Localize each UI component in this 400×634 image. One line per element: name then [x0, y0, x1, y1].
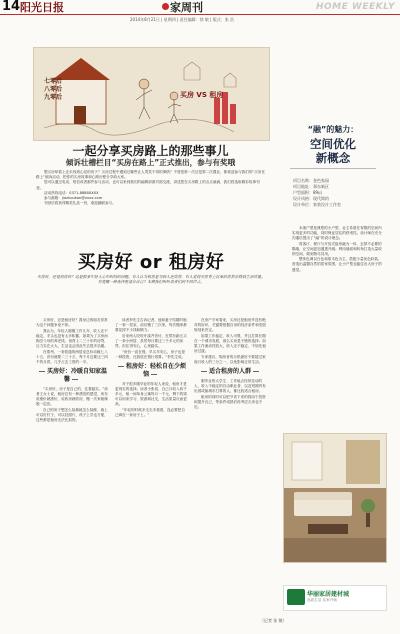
info-line: 设计风格：现代简约 — [293, 196, 329, 201]
column-paragraph: 租房的同时可以把节省下来的钱用于投资和提升自己，等条件成熟后再考虑买房也不迟。 — [194, 395, 266, 409]
house-illustration — [34, 48, 269, 140]
hero-caption: 买房 VS 租房 — [180, 91, 224, 99]
info-line: 项目名称：金色家园 — [293, 178, 329, 183]
page-number: 14 — [2, 0, 21, 14]
article-column-3 — [194, 318, 266, 618]
section-title: 家周刊 — [170, 1, 203, 14]
column-paragraph: 专家建议，购房者的月供最好不要超过家庭月收入的三分之一，以免影响正常生活。 — [194, 355, 266, 364]
column-paragraph: “年轻的时候多走走多看看，没必要把自己绑在一套房子上。” — [115, 408, 185, 417]
column-paragraph: 后来两人咬咬牙凑齐首付，在郑东新区买了一套小两居，虽然每月要还三千多元的房贷，但住得安心，心里踏实。 — [115, 334, 187, 348]
article-subheadline: 倾诉壮槽栏目“买房在路上”正式推出，参与有奖哦 — [65, 158, 236, 167]
reporter-credit: （记者 张 敏） — [260, 618, 287, 623]
sidebar-paragraph: 整体色调以白色和原木色为主，搭配少量灰色软装，营造出温馨自然的居家氛围，让小户型也能住出大房子的感觉。 — [292, 257, 382, 272]
living-room-photo — [284, 434, 386, 562]
sidebar-paragraph: 本案户型是典型的小户型，业主希望在有限的空间内实现更多的功能，同时保证居住的舒适性。设计师在充分沟通后提出了“融”的设计理念。 — [292, 226, 382, 241]
article-headline: 一起分享买房路上的那些事儿 — [72, 144, 229, 158]
brand-logo-icon — [287, 589, 305, 605]
hero-tags — [44, 78, 62, 102]
article-column-1 — [36, 318, 108, 618]
weekly-label: HOME WEEKLY — [316, 2, 395, 12]
column-paragraph: “房价一直在涨，早买早安心，房子也是一种投资，比钱放在银行划算。”李先生说。 — [115, 350, 186, 359]
column-paragraph: 对于很多刚毕业的年轻人来说，租房才是更现实的选择。读者小张说，自己月收入四千多元，租一间单身公寓每月一千元，剩下的钱可以用来学习、旅游和社交，生活质量反而更高。 — [115, 382, 187, 406]
subsection-heading: 适合租房的人群 — [194, 368, 266, 376]
article-column-2 — [115, 318, 187, 618]
house-icon — [162, 3, 169, 10]
column-paragraph: 读者李先生告诉记者，他和妻子结婚时租了一套一居室，前后搬了三次家，每次搬家都要花掉不少钱和精力。 — [115, 318, 187, 332]
newspaper-name: 阳光日报 — [20, 1, 64, 14]
hero-tag: 九零后 — [44, 94, 63, 101]
hero-tag: 七零后 — [44, 78, 63, 85]
article-intro — [36, 170, 266, 206]
intro-paragraph: 活动热线电话：0371-8888XXXX — [44, 190, 99, 195]
feature-title: 买房好 or 租房好 — [77, 252, 225, 273]
intro-paragraph: 刊登后将获得精美礼品一份，欢迎踊跃参与。 — [44, 201, 116, 206]
intro-paragraph: 想买房却看上还未找到心仪的房子？买房过程中遇到过哪些让人哭笑不得的事情？不管是第一次还是第二次置业，都欢迎参与我们的“买房在路上”倾诉活动，把你的买房故事和心路历程分享给大家。 — [36, 170, 266, 180]
info-line: 户型面积：89㎡ — [293, 190, 323, 195]
column-paragraph: 在郑州，一套普通的两居室总价动辄七八十万，首付就要二三十万，每个月还要还三四千的月供，几乎占去工资的一半。 — [36, 350, 108, 364]
ad-brand-name: 华丽家居建材城 — [307, 591, 350, 598]
info-line: 项目地址：郑东新区 — [293, 184, 329, 189]
column-paragraph: “买房好，房子是自己的，住着踏实。”读者王女士说，租房总有一种漂泊的感觉，房东说涨价就涨价，说收房就收房，搬一次家就像脱一层皮。 — [36, 387, 108, 406]
subsection-heading: 租房好：轻松自在少烦恼 — [115, 363, 187, 379]
issue-meta: 2014年8月21日 | 星期四 | 责任编辑：徐 敏 | 版式：张 浩 — [130, 17, 235, 22]
subsection-heading: 买房好：冷暖自知家温馨 — [36, 368, 108, 384]
sidebar-title-line: 新概念 — [315, 151, 351, 165]
hero-illustration — [33, 47, 270, 141]
feature-lead: 买房好，还是租房好？这是很多年轻人心中纠结的问题。有人认为租房是为别人还房贷，有人觉得买房背上沉重的房贷会降低生活质量。究竟哪一种选择更适合自己？本期我们听听读者们的不同声音。 — [37, 274, 265, 285]
hero-tag: 八零后 — [44, 86, 63, 93]
project-info — [293, 178, 379, 208]
info-line: 设计单位：家装设计工作室 — [293, 202, 341, 207]
sidebar-body — [292, 226, 382, 273]
column-paragraph: 如果工作稳定、收入可观，并且打算长期在一个城市发展，那么买房是不错的选择；如果工作流动性较大，收入还不稳定，不妨先租房过渡。 — [194, 334, 266, 353]
sidebar-kicker: “融”的魅力： — [307, 125, 359, 134]
ad-slogan: 品质生活 从家开始 — [307, 598, 337, 602]
intro-paragraph: 参与邮箱：jiazhoukan@xxxx.com — [44, 196, 103, 201]
column-paragraph: 买房好，还是租房好？我身边的朋友常常为这个问题争论不休。 — [36, 318, 108, 327]
interior-photo — [283, 433, 387, 563]
sidebar-divider — [290, 168, 376, 169]
header-divider — [0, 14, 400, 15]
column-paragraph: 在房产专家看来，买房还是租房并没有绝对的好坏，关键要根据自身的经济条件和发展规划来决定。 — [194, 318, 266, 332]
sidebar-paragraph: 将客厅、餐厅与开放式厨房融为一体，去掉不必要的隔墙，让空间更加通透开阔；利用墙面和转角打造大量收纳空间，做到物尽其用。 — [292, 241, 382, 257]
sidebar-title-line: 空间优化 — [310, 137, 356, 151]
intro-paragraph: 您可以通过电话、短信或者邮件参与活动，也可以来到我们的编辑部面对面交流，讲述您在买房路上的点点滴滴，我们将选取精彩故事刊登。 — [36, 180, 260, 190]
column-paragraph: 刚毕业的大学生、工作地点经常变动的人、收入不稳定的自由职业者，以及短期内有出国或换城市打算的人，都比较适合租房。 — [194, 379, 266, 393]
column-paragraph: 自己的房子想怎么装修就怎么装修，墙上可以钉钉子，可以挂照片，孩子上学也方便，这些都是租房无法比拟的。 — [36, 408, 108, 422]
column-paragraph: 我认为，年轻人刚刚工作几年，收入还不稳定，手头也没有太多积蓄，如果为了买房而掏空父母的养老钱，再背上二三十年的房贷，压力实在太大，生活也会因此失去很多乐趣。 — [36, 329, 108, 348]
sidebar-title — [283, 137, 383, 165]
